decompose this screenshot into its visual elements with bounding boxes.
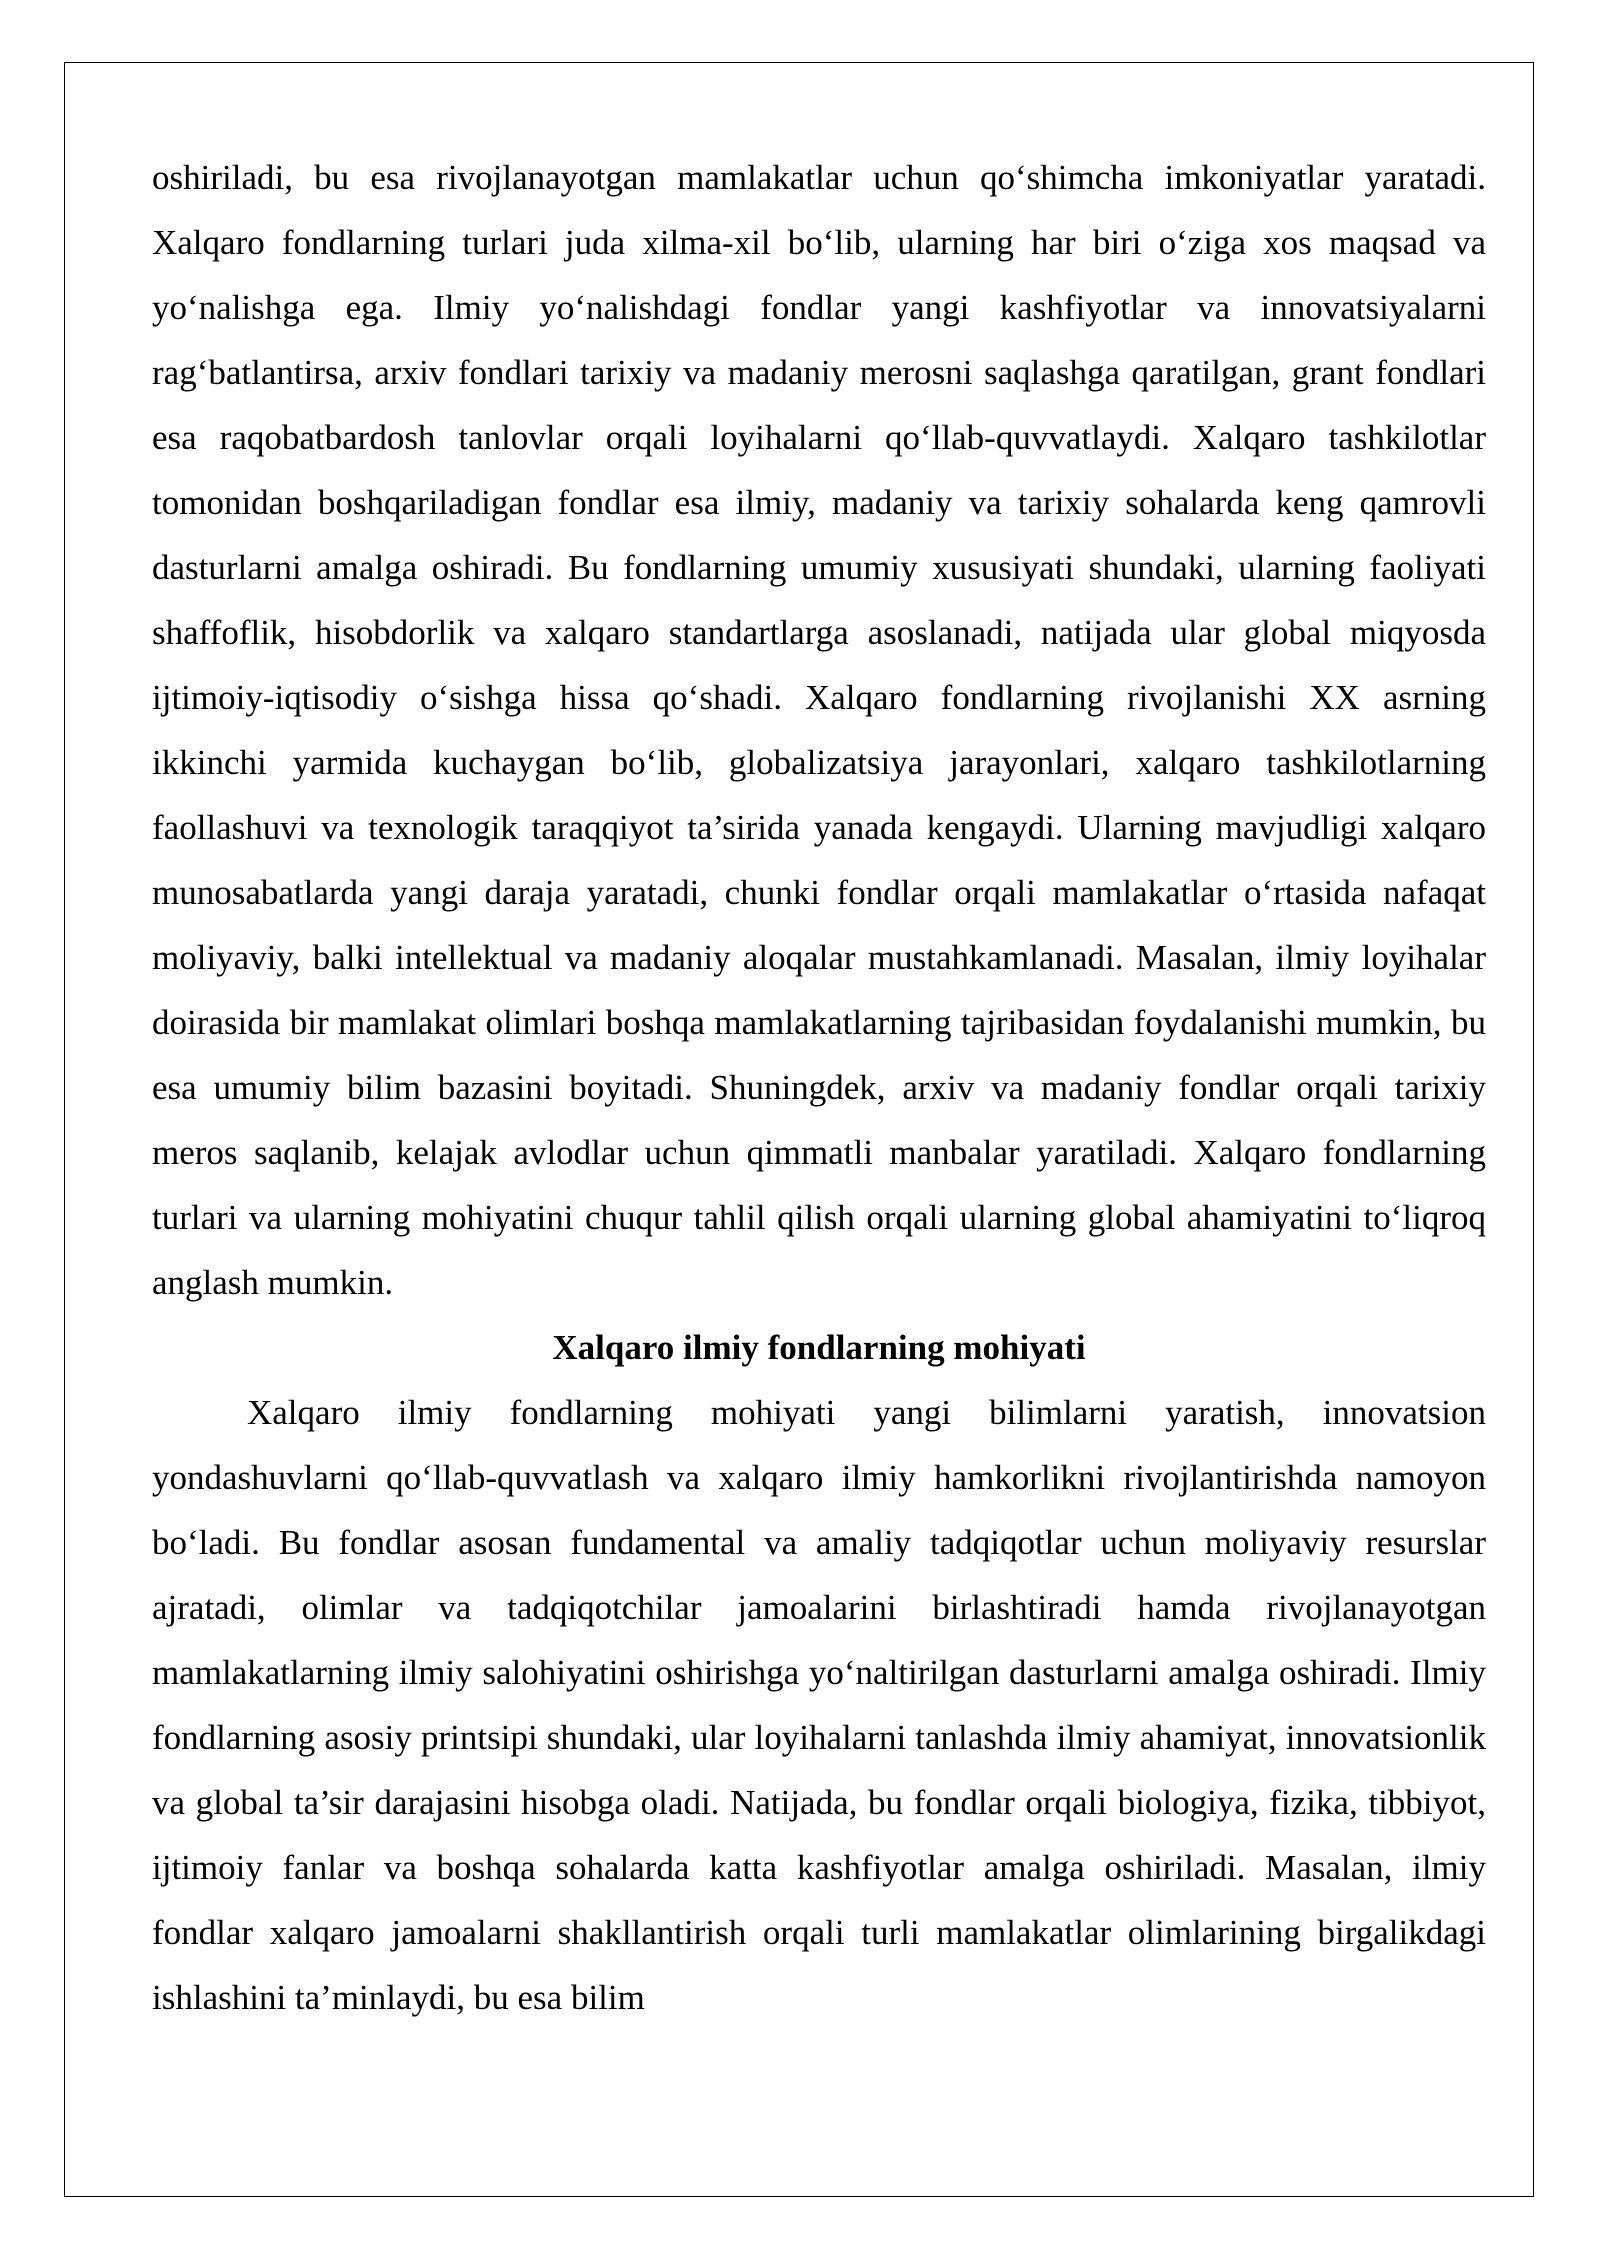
- body-paragraph: Xalqaro ilmiy fondlarning mohiyati yangi bilimlarni yaratish, innovatsion yondashuvlarni qo‘llab-quvvatlash va xalqaro ilmiy hamkorlikni rivojlantirishda namoyon bo‘ladi. Bu fondlar asosan fundamental va amaliy tadqiqotlar uchun moliyaviy resurslar ajratadi, olimlar va tadqiqotchilar jamoalarini birlashtiradi hamda rivojlanayotgan mamlakatlarning ilmiy salohiyatini oshirishga yo‘naltirilgan dasturlarni amalga oshiradi. Ilmiy fondlarning asosiy printsipi shundaki, ular loyihalarni tanlashda ilmiy ahamiyat, innovatsionlik va global ta’sir darajasini hisobga oladi. Natijada, bu fondlar orqali biologiya, fizika, tibbiyot, ijtimoiy fanlar va boshqa sohalarda katta kashfiyotlar amalga oshiriladi. Masalan, ilmiy fondlar xalqaro jamoalarni shakllantirish orqali turli mamlakatlar olimlarining birgalikdagi ishlashini ta’minlaydi, bu esa bilim: [152, 1393, 1486, 2017]
- body-paragraph: oshiriladi, bu esa rivojlanayotgan mamlakatlar uchun qo‘shimcha imkoniyatlar yaratadi. Xalqaro fondlarning turlari juda xilma-xil bo‘lib, ularning har biri o‘ziga xos maqsad va yo‘nalishga ega. Ilmiy yo‘nalishdagi fondlar yangi kashfiyotlar va innovatsiyalarni rag‘batlantirsa, arxiv fondlari tarixiy va madaniy merosni saqlashga qaratilgan, grant fondlari esa raqobatbardosh tanlovlar orqali loyihalarni qo‘llab-quvvatlaydi. Xalqaro tashkilotlar tomonidan boshqariladigan fondlar esa ilmiy, madaniy va tarixiy sohalarda keng qamrovli dasturlarni amalga oshiradi. Bu fondlarning umumiy xususiyati shundaki, ularning faoliyati shaffoflik, hisobdorlik va xalqaro standartlarga asoslanadi, natijada ular global miqyosda ijtimoiy-iqtisodiy o‘sishga hissa qo‘shadi. Xalqaro fondlarning rivojlanishi XX asrning ikkinchi yarmida kuchaygan bo‘lib, globalizatsiya jarayonlari, xalqaro tashkilotlarning faollashuvi va texnologik taraqqiyot ta’sirida yanada kengaydi. Ularning mavjudligi xalqaro munosabatlarda yangi daraja yaratadi, chunki fondlar orqali mamlakatlar o‘rtasida nafaqat moliyaviy, balki intellektual va madaniy aloqalar mustahkamlanadi. Masalan, ilmiy loyihalar doirasida bir mamlakat olimlari boshqa mamlakatlarning tajribasidan foydalanishi mumkin, bu esa umumiy bilim bazasini boyitadi. Shuningdek, arxiv va madaniy fondlar orqali tarixiy meros saqlanib, kelajak avlodlar uchun qimmatli manbalar yaratiladi. Xalqaro fondlarning turlari va ularning mohiyatini chuqur tahlil qilish orqali ularning global ahamiyatini to‘liqroq anglash mumkin.: [152, 158, 1486, 1302]
- section-heading: Xalqaro ilmiy fondlarning mohiyati: [552, 1328, 1086, 1367]
- document-body: [152, 145, 1486, 2030]
